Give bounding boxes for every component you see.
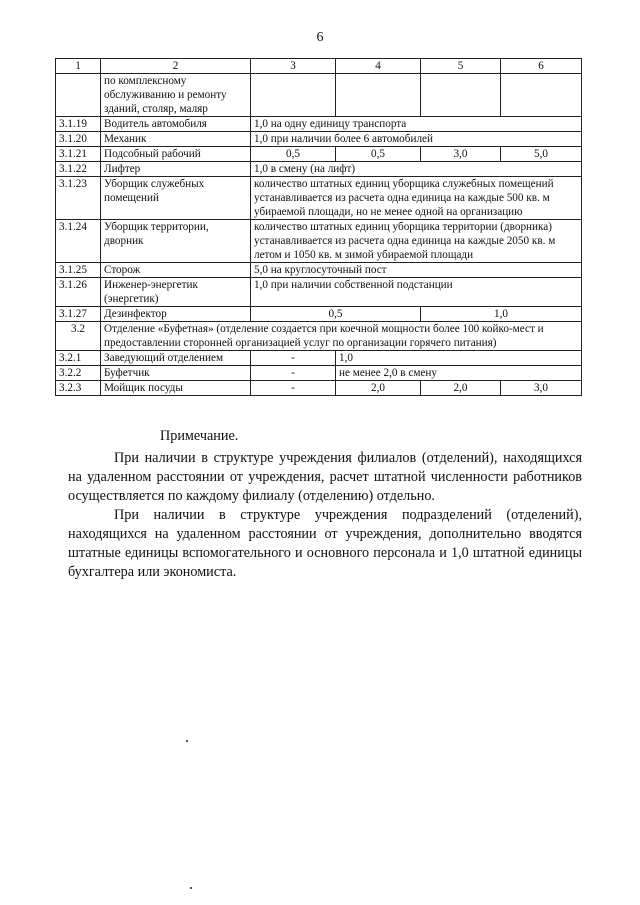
norm-value: 0,5: [251, 147, 336, 162]
row-number: 3.1.21: [56, 147, 101, 162]
table-row: [56, 366, 582, 381]
note-paragraph: При наличии в структуре учреждения филиалов (отделений), находящихся на удаленном расстоянии от учреждения, расчет штатной численности работников осуществляется по каждому филиалу (отделению) отдельно.: [68, 450, 582, 504]
position-name: Подсобный рабочий: [101, 147, 251, 162]
norm-value: -: [251, 366, 336, 381]
norm-value: 1,0: [336, 351, 582, 366]
position-name: Буфетчик: [101, 366, 251, 381]
row-number: 3.2.3: [56, 381, 101, 396]
table-row: [56, 177, 582, 220]
table-row: [56, 381, 582, 396]
table-row: [56, 147, 582, 162]
header-cell: 5: [421, 59, 501, 74]
row-number: 3.1.19: [56, 117, 101, 132]
norm-text: 5,0 на круглосуточный пост: [251, 263, 582, 278]
row-number: 3.2.2: [56, 366, 101, 381]
section-title: Отделение «Буфетная» (отделение создается при коечной мощности более 100 койко-мест и предоставлении сторонней организацией услуг по организации горячего питания): [101, 322, 582, 351]
table-row: [56, 263, 582, 278]
row-number: 3.1.27: [56, 307, 101, 322]
section-row: [56, 322, 582, 351]
row-number: 3.1.22: [56, 162, 101, 177]
row-number: 3.2.1: [56, 351, 101, 366]
position-name: Водитель автомобиля: [101, 117, 251, 132]
table-row: [56, 278, 582, 307]
norm-value: -: [251, 351, 336, 366]
norm-value: 5,0: [501, 147, 582, 162]
table-row: [56, 307, 582, 322]
position-name: Сторож: [101, 263, 251, 278]
norm-value: 2,0: [421, 381, 501, 396]
scan-speck: [186, 740, 188, 742]
norm-value: 1,0: [421, 307, 582, 322]
table-header-row: [56, 59, 582, 74]
staffing-table: [55, 58, 582, 396]
norm-text: количество штатных единиц уборщика территории (дворника) устанавливается из расчета одна единица на каждые 2050 кв. м летом и 1050 кв. м зимой убираемой площади: [251, 220, 582, 263]
table-row: [56, 220, 582, 263]
scan-speck: [190, 887, 192, 889]
norm-value: не менее 2,0 в смену: [336, 366, 582, 381]
table-row: [56, 162, 582, 177]
table-row: [56, 351, 582, 366]
note-title: Примечание.: [160, 428, 239, 444]
row-number: 3.1.24: [56, 220, 101, 263]
norm-value: 0,5: [251, 307, 421, 322]
position-name: Уборщик территории, дворник: [101, 220, 251, 263]
table-row: [56, 74, 582, 117]
header-cell: 2: [101, 59, 251, 74]
row-number: 3.1.26: [56, 278, 101, 307]
row-number: 3.1.20: [56, 132, 101, 147]
position-name: по комплексному обслуживанию и ремонту зданий, столяр, маляр: [101, 74, 251, 117]
norm-text: 1,0 на одну единицу транспорта: [251, 117, 582, 132]
row-number: 3.2: [56, 322, 101, 351]
position-name: Заведующий отделением: [101, 351, 251, 366]
position-name: Мойщик посуды: [101, 381, 251, 396]
norm-value: -: [251, 381, 336, 396]
table-row: [56, 132, 582, 147]
row-number: 3.1.23: [56, 177, 101, 220]
note-paragraph: При наличии в структуре учреждения подразделений (отделений), находящихся на удаленном расстоянии от учреждения, дополнительно вводятся штатные единицы вспомогательного и основного персонала и 1,0 штатной единицы бухгалтера или экономиста.: [68, 507, 582, 580]
page-number: 6: [316, 30, 324, 45]
table-row: [56, 117, 582, 132]
norm-value: 3,0: [421, 147, 501, 162]
position-name: Уборщик служебных помещений: [101, 177, 251, 220]
note-body: [68, 449, 582, 582]
header-cell: 3: [251, 59, 336, 74]
position-name: Лифтер: [101, 162, 251, 177]
norm-text: 1,0 при наличии собственной подстанции: [251, 278, 582, 307]
norm-value: 0,5: [336, 147, 421, 162]
norm-text: количество штатных единиц уборщика служебных помещений устанавливается из расчета одна единица на каждые 500 кв. м убираемой площади, но не менее одной на организацию: [251, 177, 582, 220]
position-name: Дезинфектор: [101, 307, 251, 322]
norm-text: 1,0 в смену (на лифт): [251, 162, 582, 177]
header-cell: 6: [501, 59, 582, 74]
row-number: 3.1.25: [56, 263, 101, 278]
norm-value: 3,0: [501, 381, 582, 396]
position-name: Инженер-энергетик (энергетик): [101, 278, 251, 307]
norm-text: 1,0 при наличии более 6 автомобилей: [251, 132, 582, 147]
position-name: Механик: [101, 132, 251, 147]
header-cell: 1: [56, 59, 101, 74]
header-cell: 4: [336, 59, 421, 74]
norm-value: 2,0: [336, 381, 421, 396]
